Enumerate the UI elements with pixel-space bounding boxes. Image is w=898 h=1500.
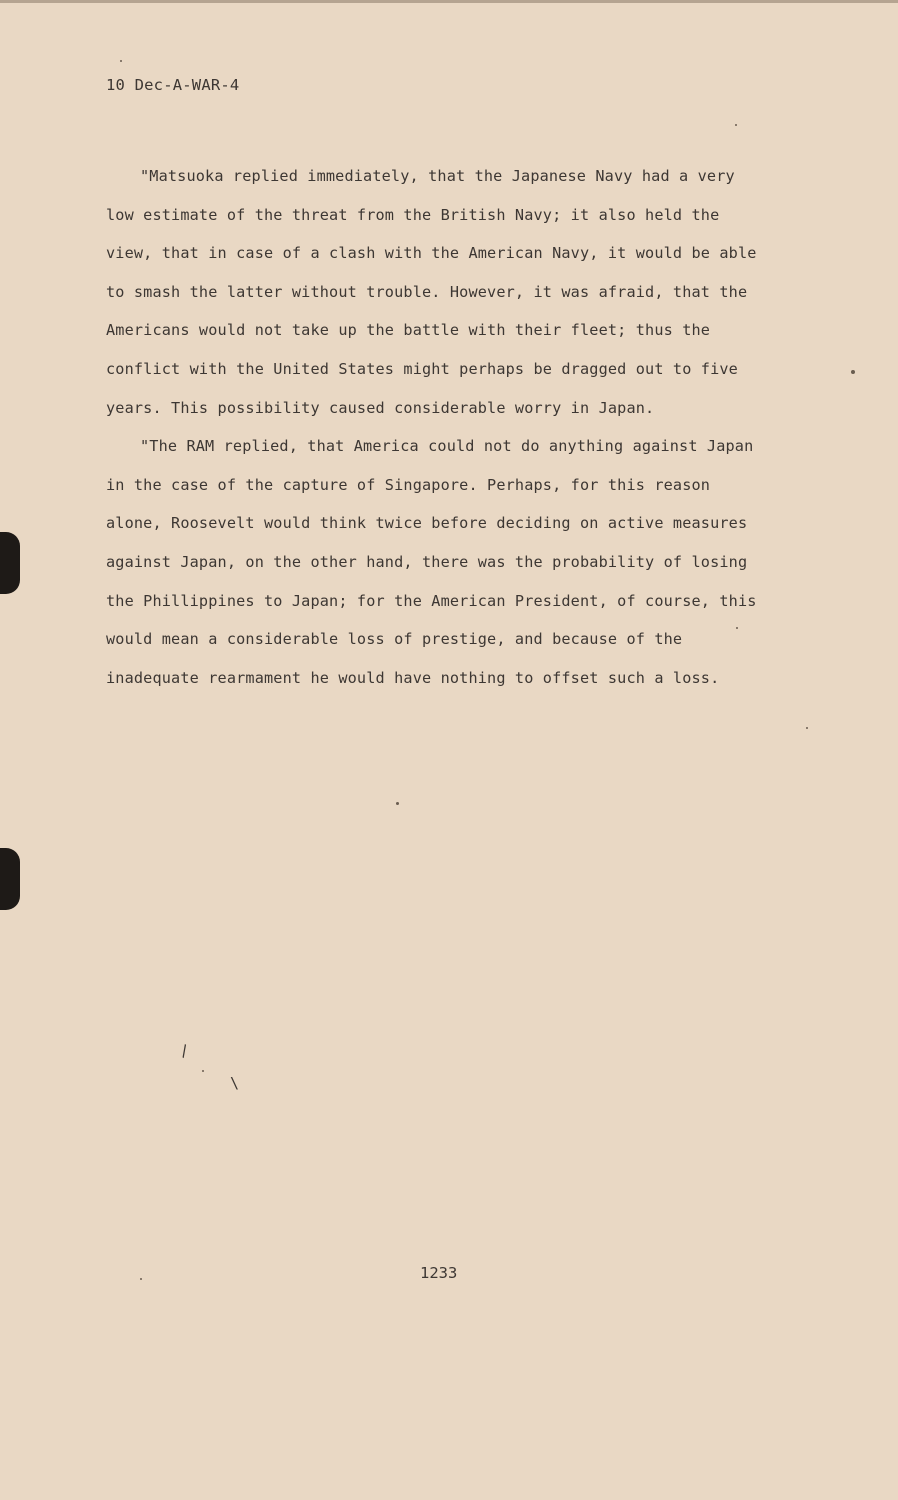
page-top-edge [0,0,898,3]
document-reference-header: 10 Dec-A-WAR-4 [106,76,240,94]
text-line: alone, Roosevelt would think twice before deciding on active measures [106,514,748,533]
text-line: conflict with the United States might perhaps be dragged out to five [106,359,738,378]
binding-hole-lower [0,848,20,910]
stray-mark: \ [175,1041,194,1061]
paper-speck [735,124,737,126]
text-line: in the case of the capture of Singapore. Perhaps, for this reason [106,475,711,494]
paper-speck [202,1070,204,1072]
paper-speck [851,370,855,374]
binding-hole-upper [0,532,20,594]
text-line: "The RAM replied, that America could not do anything against Japan [140,437,754,456]
paper-speck [396,802,399,805]
paper-speck [140,1278,142,1280]
text-line: Americans would not take up the battle with their fleet; thus the [106,321,711,340]
paper-speck [806,727,808,729]
text-line: low estimate of the threat from the British Navy; it also held the [106,205,720,224]
text-line: against Japan, on the other hand, there was the probability of losing [106,552,748,571]
paper-speck [120,60,122,62]
text-line: "Matsuoka replied immediately, that the Japanese Navy had a very [140,167,735,185]
text-line: years. This possibility caused considerable worry in Japan. [106,398,655,417]
text-line: view, that in case of a clash with the American Navy, it would be able [106,244,757,263]
document-body [106,157,806,697]
text-line: inadequate rearmament he would have nothing to offset such a loss. [106,668,720,687]
page-number: 1233 [420,1264,458,1282]
text-line: the Phillippines to Japan; for the American President, of course, this [106,591,757,610]
text-line: to smash the latter without trouble. However, it was afraid, that the [106,282,748,301]
stray-mark: \ [230,1074,240,1092]
text-line: would mean a considerable loss of prestige, and because of the [106,630,683,649]
